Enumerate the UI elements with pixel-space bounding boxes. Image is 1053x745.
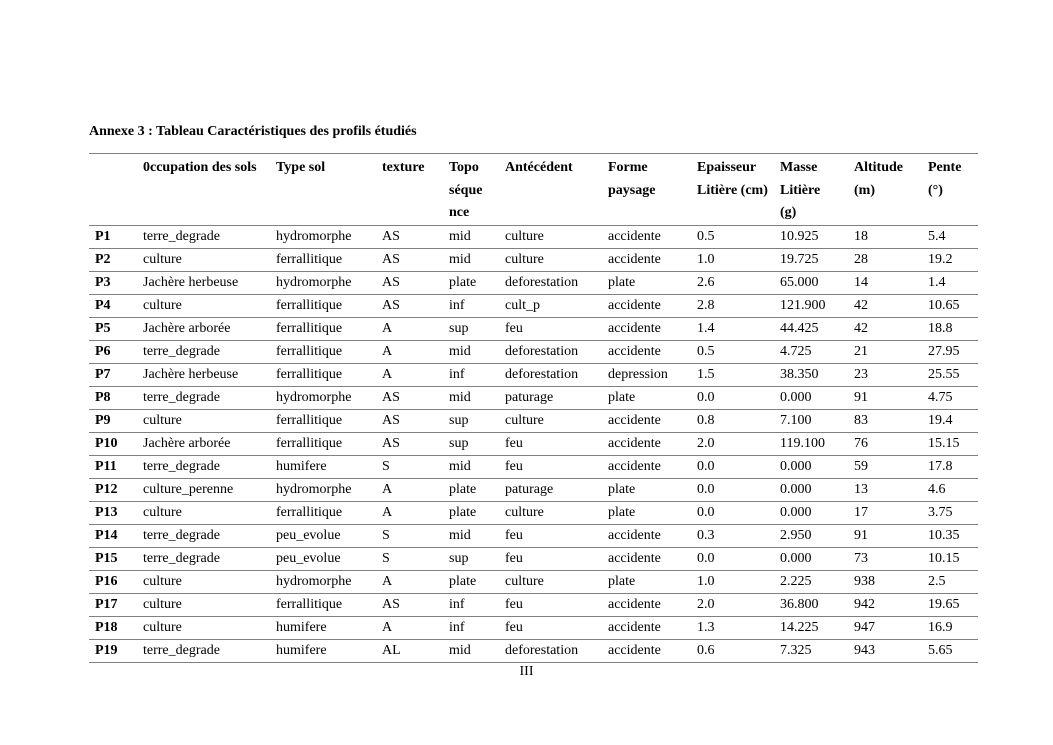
cell-profile-id: P6 [89, 340, 137, 363]
cell-epaisseur-litiere: 1.3 [691, 616, 774, 639]
cell-pente: 1.4 [922, 271, 978, 294]
cell-toposequence: plate [443, 478, 499, 501]
header-cell-id [89, 154, 137, 226]
cell-toposequence: mid [443, 248, 499, 271]
cell-altitude: 42 [848, 294, 922, 317]
cell-profile-id: P11 [89, 455, 137, 478]
table-row [89, 501, 978, 524]
cell-texture: AS [376, 271, 443, 294]
cell-profile-id: P5 [89, 317, 137, 340]
cell-forme-paysage: accidente [602, 547, 691, 570]
table-row [89, 639, 978, 662]
table-row [89, 432, 978, 455]
header-cell-pente: Pente (°) [922, 154, 978, 226]
header-cell-masse-litiere: Masse Litière (g) [774, 154, 848, 226]
cell-antecedent: culture [499, 570, 602, 593]
cell-altitude: 14 [848, 271, 922, 294]
cell-type-sol: ferrallitique [270, 340, 376, 363]
cell-epaisseur-litiere: 0.0 [691, 478, 774, 501]
cell-epaisseur-litiere: 1.5 [691, 363, 774, 386]
cell-type-sol: hydromorphe [270, 225, 376, 248]
cell-epaisseur-litiere: 0.0 [691, 501, 774, 524]
cell-antecedent: feu [499, 547, 602, 570]
cell-occupation: terre_degrade [137, 547, 270, 570]
cell-pente: 19.4 [922, 409, 978, 432]
cell-altitude: 59 [848, 455, 922, 478]
cell-texture: A [376, 616, 443, 639]
cell-altitude: 76 [848, 432, 922, 455]
cell-type-sol: hydromorphe [270, 386, 376, 409]
cell-epaisseur-litiere: 0.5 [691, 340, 774, 363]
cell-forme-paysage: accidente [602, 616, 691, 639]
cell-profile-id: P1 [89, 225, 137, 248]
cell-occupation: Jachère arborée [137, 432, 270, 455]
table-row [89, 409, 978, 432]
table-header-row [89, 154, 978, 226]
cell-profile-id: P16 [89, 570, 137, 593]
cell-antecedent: deforestation [499, 340, 602, 363]
cell-occupation: terre_degrade [137, 639, 270, 662]
table-row [89, 570, 978, 593]
cell-antecedent: feu [499, 524, 602, 547]
table-row [89, 593, 978, 616]
cell-texture: AS [376, 432, 443, 455]
cell-type-sol: ferrallitique [270, 432, 376, 455]
cell-pente: 16.9 [922, 616, 978, 639]
header-cell-forme-paysage: Forme paysage [602, 154, 691, 226]
cell-antecedent: deforestation [499, 363, 602, 386]
cell-profile-id: P13 [89, 501, 137, 524]
cell-epaisseur-litiere: 0.5 [691, 225, 774, 248]
cell-occupation: culture [137, 593, 270, 616]
cell-forme-paysage: plate [602, 501, 691, 524]
cell-altitude: 91 [848, 524, 922, 547]
cell-masse-litiere: 19.725 [774, 248, 848, 271]
cell-pente: 10.35 [922, 524, 978, 547]
cell-toposequence: sup [443, 547, 499, 570]
cell-profile-id: P4 [89, 294, 137, 317]
cell-forme-paysage: accidente [602, 294, 691, 317]
header-cell-texture: texture [376, 154, 443, 226]
cell-texture: A [376, 570, 443, 593]
table-row [89, 386, 978, 409]
table-row [89, 547, 978, 570]
page-number: III [519, 664, 534, 679]
cell-profile-id: P2 [89, 248, 137, 271]
cell-toposequence: inf [443, 363, 499, 386]
cell-pente: 27.95 [922, 340, 978, 363]
cell-altitude: 18 [848, 225, 922, 248]
cell-forme-paysage: accidente [602, 432, 691, 455]
table-row [89, 294, 978, 317]
cell-altitude: 28 [848, 248, 922, 271]
cell-altitude: 942 [848, 593, 922, 616]
cell-masse-litiere: 2.225 [774, 570, 848, 593]
cell-toposequence: mid [443, 524, 499, 547]
cell-texture: A [376, 363, 443, 386]
cell-occupation: culture_perenne [137, 478, 270, 501]
cell-texture: AS [376, 225, 443, 248]
cell-toposequence: mid [443, 225, 499, 248]
table-row [89, 340, 978, 363]
cell-forme-paysage: plate [602, 271, 691, 294]
cell-occupation: terre_degrade [137, 524, 270, 547]
table-body [89, 225, 978, 662]
cell-type-sol: ferrallitique [270, 501, 376, 524]
cell-profile-id: P19 [89, 639, 137, 662]
cell-forme-paysage: accidente [602, 225, 691, 248]
header-cell-antecedent: Antécédent [499, 154, 602, 226]
cell-masse-litiere: 44.425 [774, 317, 848, 340]
cell-altitude: 938 [848, 570, 922, 593]
cell-type-sol: ferrallitique [270, 294, 376, 317]
cell-profile-id: P8 [89, 386, 137, 409]
cell-antecedent: feu [499, 317, 602, 340]
cell-epaisseur-litiere: 0.3 [691, 524, 774, 547]
cell-antecedent: cult_p [499, 294, 602, 317]
cell-epaisseur-litiere: 0.8 [691, 409, 774, 432]
cell-occupation: culture [137, 294, 270, 317]
cell-antecedent: deforestation [499, 271, 602, 294]
header-cell-toposequence: Topo séque nce [443, 154, 499, 226]
cell-occupation: culture [137, 248, 270, 271]
cell-antecedent: culture [499, 248, 602, 271]
cell-texture: AS [376, 409, 443, 432]
cell-pente: 10.65 [922, 294, 978, 317]
cell-toposequence: mid [443, 386, 499, 409]
cell-type-sol: ferrallitique [270, 363, 376, 386]
cell-masse-litiere: 14.225 [774, 616, 848, 639]
cell-pente: 5.65 [922, 639, 978, 662]
table-row [89, 524, 978, 547]
cell-altitude: 73 [848, 547, 922, 570]
cell-masse-litiere: 2.950 [774, 524, 848, 547]
cell-toposequence: plate [443, 501, 499, 524]
cell-type-sol: hydromorphe [270, 478, 376, 501]
cell-altitude: 23 [848, 363, 922, 386]
cell-type-sol: humifere [270, 455, 376, 478]
cell-masse-litiere: 0.000 [774, 501, 848, 524]
cell-texture: AS [376, 386, 443, 409]
cell-pente: 4.6 [922, 478, 978, 501]
cell-altitude: 21 [848, 340, 922, 363]
cell-occupation: terre_degrade [137, 455, 270, 478]
cell-epaisseur-litiere: 0.0 [691, 547, 774, 570]
cell-pente: 19.2 [922, 248, 978, 271]
cell-texture: AS [376, 248, 443, 271]
cell-pente: 25.55 [922, 363, 978, 386]
cell-forme-paysage: accidente [602, 455, 691, 478]
cell-antecedent: culture [499, 409, 602, 432]
cell-texture: AS [376, 294, 443, 317]
cell-masse-litiere: 119.100 [774, 432, 848, 455]
cell-forme-paysage: accidente [602, 409, 691, 432]
cell-forme-paysage: plate [602, 570, 691, 593]
table-row [89, 478, 978, 501]
cell-epaisseur-litiere: 0.0 [691, 386, 774, 409]
cell-occupation: culture [137, 570, 270, 593]
cell-altitude: 17 [848, 501, 922, 524]
cell-epaisseur-litiere: 2.8 [691, 294, 774, 317]
cell-epaisseur-litiere: 0.0 [691, 455, 774, 478]
cell-masse-litiere: 7.325 [774, 639, 848, 662]
table-row [89, 248, 978, 271]
header-cell-epaisseur-litiere: Epaisseur Litière (cm) [691, 154, 774, 226]
cell-masse-litiere: 7.100 [774, 409, 848, 432]
cell-epaisseur-litiere: 1.4 [691, 317, 774, 340]
cell-altitude: 943 [848, 639, 922, 662]
cell-epaisseur-litiere: 1.0 [691, 248, 774, 271]
cell-forme-paysage: accidente [602, 593, 691, 616]
cell-pente: 15.15 [922, 432, 978, 455]
cell-altitude: 91 [848, 386, 922, 409]
header-cell-type-sol: Type sol [270, 154, 376, 226]
cell-texture: S [376, 547, 443, 570]
cell-antecedent: feu [499, 593, 602, 616]
cell-toposequence: sup [443, 317, 499, 340]
cell-occupation: terre_degrade [137, 340, 270, 363]
cell-texture: S [376, 524, 443, 547]
cell-type-sol: hydromorphe [270, 271, 376, 294]
cell-occupation: culture [137, 501, 270, 524]
cell-occupation: terre_degrade [137, 225, 270, 248]
cell-type-sol: peu_evolue [270, 524, 376, 547]
cell-pente: 19.65 [922, 593, 978, 616]
cell-pente: 4.75 [922, 386, 978, 409]
cell-profile-id: P3 [89, 271, 137, 294]
cell-type-sol: hydromorphe [270, 570, 376, 593]
table-row [89, 317, 978, 340]
cell-forme-paysage: depression [602, 363, 691, 386]
cell-antecedent: feu [499, 432, 602, 455]
cell-masse-litiere: 0.000 [774, 455, 848, 478]
cell-profile-id: P17 [89, 593, 137, 616]
cell-forme-paysage: plate [602, 386, 691, 409]
cell-type-sol: ferrallitique [270, 409, 376, 432]
cell-toposequence: inf [443, 593, 499, 616]
cell-masse-litiere: 10.925 [774, 225, 848, 248]
table-row [89, 616, 978, 639]
cell-type-sol: peu_evolue [270, 547, 376, 570]
cell-epaisseur-litiere: 2.0 [691, 432, 774, 455]
cell-altitude: 83 [848, 409, 922, 432]
cell-antecedent: culture [499, 225, 602, 248]
cell-texture: A [376, 501, 443, 524]
cell-type-sol: ferrallitique [270, 593, 376, 616]
cell-profile-id: P15 [89, 547, 137, 570]
cell-profile-id: P12 [89, 478, 137, 501]
header-cell-occupation: 0ccupation des sols [137, 154, 270, 226]
cell-occupation: culture [137, 409, 270, 432]
cell-toposequence: mid [443, 455, 499, 478]
cell-epaisseur-litiere: 0.6 [691, 639, 774, 662]
cell-altitude: 13 [848, 478, 922, 501]
cell-type-sol: humifere [270, 639, 376, 662]
cell-toposequence: mid [443, 639, 499, 662]
cell-texture: S [376, 455, 443, 478]
cell-masse-litiere: 0.000 [774, 547, 848, 570]
cell-pente: 10.15 [922, 547, 978, 570]
cell-pente: 17.8 [922, 455, 978, 478]
cell-masse-litiere: 0.000 [774, 478, 848, 501]
cell-antecedent: paturage [499, 386, 602, 409]
cell-forme-paysage: accidente [602, 524, 691, 547]
cell-masse-litiere: 38.350 [774, 363, 848, 386]
cell-profile-id: P9 [89, 409, 137, 432]
cell-antecedent: culture [499, 501, 602, 524]
cell-forme-paysage: accidente [602, 639, 691, 662]
cell-pente: 5.4 [922, 225, 978, 248]
cell-forme-paysage: accidente [602, 317, 691, 340]
table-row [89, 455, 978, 478]
cell-forme-paysage: accidente [602, 248, 691, 271]
cell-masse-litiere: 65.000 [774, 271, 848, 294]
cell-masse-litiere: 36.800 [774, 593, 848, 616]
table-caption: Annexe 3 : Tableau Caractéristiques des profils étudiés [89, 124, 417, 139]
cell-antecedent: feu [499, 455, 602, 478]
cell-toposequence: inf [443, 616, 499, 639]
cell-profile-id: P7 [89, 363, 137, 386]
cell-type-sol: ferrallitique [270, 317, 376, 340]
cell-pente: 18.8 [922, 317, 978, 340]
cell-antecedent: deforestation [499, 639, 602, 662]
cell-texture: A [376, 478, 443, 501]
cell-altitude: 947 [848, 616, 922, 639]
cell-texture: A [376, 317, 443, 340]
cell-profile-id: P18 [89, 616, 137, 639]
cell-antecedent: paturage [499, 478, 602, 501]
cell-pente: 2.5 [922, 570, 978, 593]
cell-texture: AS [376, 593, 443, 616]
table-row [89, 363, 978, 386]
cell-type-sol: ferrallitique [270, 248, 376, 271]
cell-profile-id: P14 [89, 524, 137, 547]
cell-occupation: terre_degrade [137, 386, 270, 409]
cell-masse-litiere: 121.900 [774, 294, 848, 317]
cell-texture: AL [376, 639, 443, 662]
cell-masse-litiere: 4.725 [774, 340, 848, 363]
cell-occupation: Jachère arborée [137, 317, 270, 340]
cell-toposequence: inf [443, 294, 499, 317]
profiles-table [89, 153, 978, 663]
cell-toposequence: plate [443, 271, 499, 294]
cell-antecedent: feu [499, 616, 602, 639]
cell-altitude: 42 [848, 317, 922, 340]
cell-forme-paysage: plate [602, 478, 691, 501]
cell-epaisseur-litiere: 1.0 [691, 570, 774, 593]
cell-toposequence: sup [443, 409, 499, 432]
cell-occupation: Jachère herbeuse [137, 363, 270, 386]
cell-toposequence: plate [443, 570, 499, 593]
cell-epaisseur-litiere: 2.0 [691, 593, 774, 616]
cell-occupation: Jachère herbeuse [137, 271, 270, 294]
cell-type-sol: humifere [270, 616, 376, 639]
header-cell-altitude: Altitude (m) [848, 154, 922, 226]
cell-forme-paysage: accidente [602, 340, 691, 363]
cell-profile-id: P10 [89, 432, 137, 455]
cell-toposequence: mid [443, 340, 499, 363]
cell-texture: A [376, 340, 443, 363]
cell-pente: 3.75 [922, 501, 978, 524]
table-row [89, 225, 978, 248]
cell-toposequence: sup [443, 432, 499, 455]
table-row [89, 271, 978, 294]
cell-epaisseur-litiere: 2.6 [691, 271, 774, 294]
cell-masse-litiere: 0.000 [774, 386, 848, 409]
cell-occupation: culture [137, 616, 270, 639]
